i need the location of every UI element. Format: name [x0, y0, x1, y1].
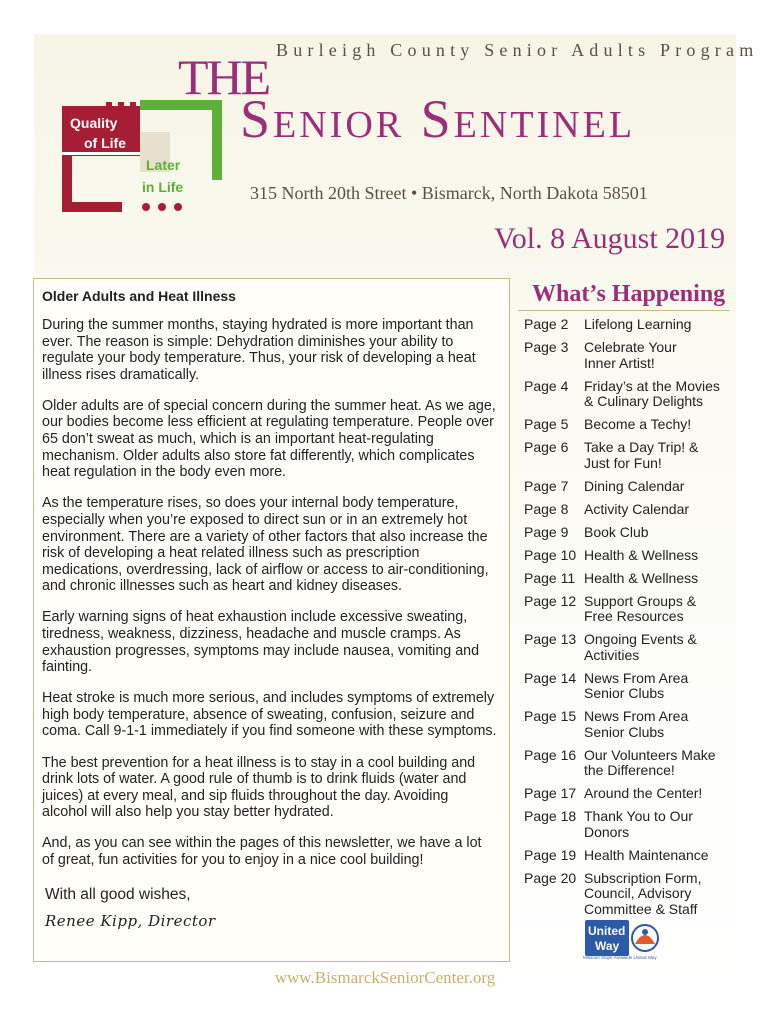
toc-title: Health Maintenance: [584, 846, 709, 863]
toc-page-number: Page 17: [524, 785, 577, 801]
toc-title: Friday’s at the Movies & Culinary Delights: [584, 377, 720, 409]
toc-item: [524, 848, 736, 864]
toc-title: Support Groups & Free Resources: [584, 592, 697, 624]
toc-page-number: Page 2: [524, 316, 569, 332]
toc-item: [524, 525, 736, 541]
toc-title: Celebrate Your Inner Artist!: [584, 339, 677, 371]
toc-title: News From Area Senior Clubs: [584, 708, 689, 740]
logo-of-life-text: of Life: [84, 135, 126, 151]
table-of-contents: [524, 317, 736, 925]
united-way-text-2: Way: [595, 939, 620, 953]
quality-of-life-logo: [62, 100, 226, 214]
toc-title: Around the Center!: [584, 785, 703, 801]
toc-page-number: Page 5: [524, 416, 569, 432]
toc-title: Our Volunteers Make the Difference!: [584, 746, 716, 778]
toc-page-number: Page 9: [524, 523, 569, 540]
sidebar-divider: [518, 310, 730, 311]
toc-page-number: Page 6: [524, 439, 569, 455]
toc-page-number: Page 13: [524, 631, 577, 647]
toc-title: Take a Day Trip! & Just for Fun!: [584, 439, 699, 471]
toc-page-number: Page 3: [524, 339, 569, 355]
toc-title: Subscription Form, Council, Advisory Committee & Staff: [584, 869, 702, 917]
sign-off: With all good wishes,: [45, 885, 191, 903]
toc-title: Lifelong Learning: [584, 316, 692, 332]
logo-quality-text: Quality: [70, 115, 118, 131]
toc-page-number: Page 15: [524, 708, 577, 724]
toc-page-number: Page 11: [524, 569, 576, 586]
toc-item: [524, 340, 736, 371]
toc-item: [524, 440, 736, 471]
toc-item: [524, 594, 736, 625]
program-title: Burleigh County Senior Adults Program: [276, 40, 759, 60]
toc-title: Dining Calendar: [584, 477, 685, 494]
toc-page-number: Page 10: [524, 546, 577, 563]
toc-title: Activity Calendar: [584, 500, 690, 517]
volume-date: Vol. 8 August 2019: [494, 222, 726, 255]
toc-page-number: Page 4: [524, 377, 569, 394]
toc-title: Thank You to Our Donors: [584, 808, 693, 840]
toc-item: [524, 548, 736, 564]
toc-item: [524, 871, 736, 918]
toc-page-number: Page 14: [524, 669, 577, 686]
toc-item: [524, 786, 736, 802]
toc-title: Health & Wellness: [584, 569, 699, 586]
toc-item: [524, 632, 736, 663]
united-way-tagline: Missouri Slope Areawide United Way: [583, 955, 657, 960]
address-line: 315 North 20th Street • Bismarck, North Dakota 58501: [250, 183, 648, 203]
toc-item: [524, 502, 736, 518]
toc-page-number: Page 16: [524, 746, 577, 763]
toc-title: Health & Wellness: [584, 546, 699, 563]
toc-item: [524, 317, 736, 333]
toc-item: [524, 479, 736, 495]
website-url[interactable]: www.BismarckSeniorCenter.org: [274, 968, 496, 987]
signature: Renee Kipp, Director: [45, 911, 216, 930]
article-paragraph: Early warning signs of heat exhaustion include excessive sweating, tiredness, weakness, dizziness, headache and muscle cramps. As exhaustion progresses, symptoms may include nausea, vomiting and fainting.: [42, 609, 480, 676]
article-paragraph: As the temperature rises, so does your internal body temperature, especially when you’re exposed to direct sun or in an extremely hot environment. There are a variety of other factors that also increase the risk of developing a heat related illness such as prescription medications, overdressing, lack of airflow or access to air-conditioning, and chronic illnesses such as heart and kidney diseases.: [42, 495, 489, 595]
toc-page-number: Page 8: [524, 500, 569, 517]
article-paragraph: Older adults are of special concern during the summer heat. As we age, our bodies become less efficient at regulating temperature. People over 65 don’t sweat as much, which is an important heat-regulating mechanism. Older adults also store fat differently, which complicates heat regulation in the body even more.: [42, 397, 496, 481]
article-paragraph: During the summer months, staying hydrated is more important than ever. The reason is simple: Dehydration diminishes your ability to regulate your body temperature. Thus, your risk of developing a heat illness rises dramatically.: [42, 317, 476, 383]
united-way-text-1: United: [588, 924, 626, 938]
logo-in-life-text: in Life: [142, 179, 184, 195]
whats-happening-title: What’s Happening: [532, 281, 726, 307]
toc-title: Become a Techy!: [584, 416, 692, 432]
toc-title: Ongoing Events & Activities: [584, 631, 697, 663]
article-paragraph: And, as you can see within the pages of this newsletter, we have a lot of great, fun activities for you to enjoy in a nice cool building!: [42, 835, 482, 869]
toc-page-number: Page 12: [524, 592, 577, 609]
toc-item: [524, 748, 736, 779]
article-paragraph: The best prevention for a heat illness is to stay in a cool building and drink lots of water. A good rule of thumb is to drink fluids (water and juices) at every meal, and sip fluids throughout the day. Avoiding alcohol will also help you stay better hydrated.: [42, 754, 476, 821]
toc-item: [524, 671, 736, 702]
article-paragraph: Heat stroke is much more serious, and includes symptoms of extremely high body temperature, absence of sweating, confusion, seizure and coma. Call 9-1-1 immediately if you find someone with these symptoms.: [42, 690, 497, 740]
article-title: Older Adults and Heat Illness: [42, 288, 236, 304]
toc-item: [524, 809, 736, 840]
toc-item: [524, 571, 736, 587]
feature-article: [33, 278, 510, 962]
toc-item: [524, 417, 736, 433]
toc-item: [524, 709, 736, 740]
toc-page-number: Page 7: [524, 477, 569, 494]
masthead-title: Senior Sentinel: [240, 89, 636, 149]
masthead-the: THE: [178, 49, 270, 105]
logo-later-text: Later: [146, 157, 181, 173]
toc-title: Book Club: [584, 523, 649, 540]
toc-item: [524, 379, 736, 410]
toc-title: News From Area Senior Clubs: [584, 669, 689, 701]
toc-page-number: Page 19: [524, 846, 577, 863]
toc-page-number: Page 20: [524, 869, 577, 886]
toc-page-number: Page 18: [524, 808, 577, 824]
